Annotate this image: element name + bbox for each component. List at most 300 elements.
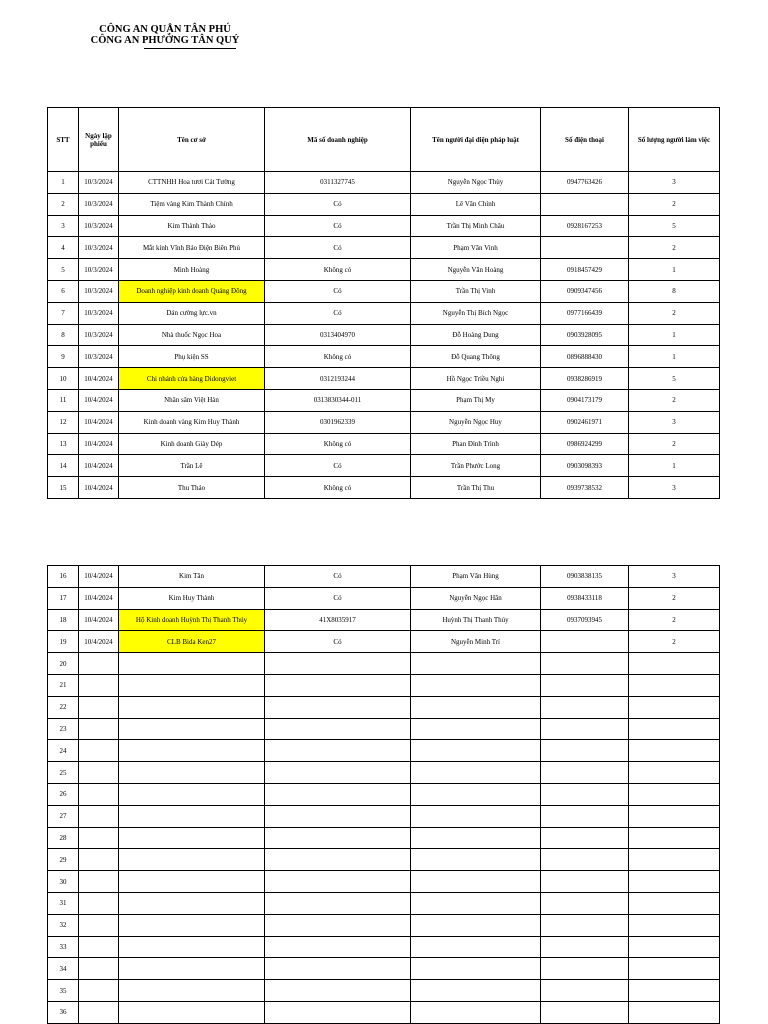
cell-rep [411, 936, 541, 958]
cell-code [265, 827, 411, 849]
cell-date: 10/4/2024 [79, 411, 119, 433]
cell-code: 0312193244 [265, 368, 411, 390]
cell-rep: Trần Thị Thu [411, 477, 541, 499]
cell-code: Có [265, 193, 411, 215]
table-row [48, 433, 720, 455]
cell-code [265, 980, 411, 1002]
table-row [48, 696, 720, 718]
cell-date [79, 653, 119, 675]
cell-code [265, 849, 411, 871]
table-row [48, 674, 720, 696]
cell-stt: 4 [48, 237, 79, 259]
cell-code: Có [265, 302, 411, 324]
cell-name [119, 805, 265, 827]
cell-phone [541, 849, 629, 871]
table-row [48, 259, 720, 281]
cell-name: Kinh doanh vàng Kim Huy Thành [119, 411, 265, 433]
table-body-page-2 [48, 566, 720, 1024]
cell-date [79, 762, 119, 784]
cell-date [79, 805, 119, 827]
cell-workers: 1 [629, 259, 720, 281]
cell-stt: 18 [48, 609, 79, 631]
cell-code: Có [265, 631, 411, 653]
cell-rep: Phan Đình Trình [411, 433, 541, 455]
cell-stt: 15 [48, 477, 79, 499]
cell-phone [541, 958, 629, 980]
cell-stt: 24 [48, 740, 79, 762]
cell-rep [411, 958, 541, 980]
cell-rep: Nguyễn Ngọc Huy [411, 411, 541, 433]
cell-name: Kinh doanh Giày Dép [119, 433, 265, 455]
cell-rep: Huỳnh Thị Thanh Thúy [411, 609, 541, 631]
cell-workers: 2 [629, 237, 720, 259]
cell-name [119, 849, 265, 871]
cell-rep: Nguyễn Ngọc Thùy [411, 172, 541, 194]
cell-code [265, 674, 411, 696]
cell-rep: Phạm Văn Hùng [411, 566, 541, 588]
cell-rep [411, 805, 541, 827]
cell-workers [629, 827, 720, 849]
table-row [48, 237, 720, 259]
cell-phone [541, 674, 629, 696]
table-row [48, 892, 720, 914]
cell-name: Nhà thuốc Ngọc Hoa [119, 324, 265, 346]
cell-stt: 23 [48, 718, 79, 740]
cell-workers: 2 [629, 389, 720, 411]
cell-phone [541, 696, 629, 718]
cell-stt: 33 [48, 936, 79, 958]
cell-stt: 10 [48, 368, 79, 390]
cell-code: Có [265, 587, 411, 609]
cell-workers [629, 653, 720, 675]
table-row [48, 1001, 720, 1023]
cell-rep [411, 653, 541, 675]
cell-phone [541, 1001, 629, 1023]
cell-name: Kim Tân [119, 566, 265, 588]
cell-code: Không có [265, 433, 411, 455]
cell-date [79, 849, 119, 871]
cell-rep: Nguyễn Minh Trí [411, 631, 541, 653]
cell-stt: 32 [48, 914, 79, 936]
cell-date: 10/3/2024 [79, 259, 119, 281]
cell-name: Kim Thành Thảo [119, 215, 265, 237]
table-row [48, 631, 720, 653]
col-header-code: Mã số doanh nghiệp [265, 108, 411, 172]
cell-workers: 8 [629, 280, 720, 302]
cell-code: 0301962339 [265, 411, 411, 433]
cell-code [265, 805, 411, 827]
cell-code: 0311327745 [265, 172, 411, 194]
cell-name [119, 936, 265, 958]
cell-phone: 0937093945 [541, 609, 629, 631]
cell-date: 10/3/2024 [79, 215, 119, 237]
cell-stt: 9 [48, 346, 79, 368]
cell-code [265, 653, 411, 675]
cell-stt: 36 [48, 1001, 79, 1023]
cell-rep [411, 980, 541, 1002]
cell-phone [541, 762, 629, 784]
cell-stt: 20 [48, 653, 79, 675]
cell-name: Chi nhánh cửa hàng Didongviet [119, 368, 265, 390]
cell-name: Tiệm vàng Kim Thành Chính [119, 193, 265, 215]
cell-stt: 1 [48, 172, 79, 194]
cell-name [119, 980, 265, 1002]
cell-date [79, 936, 119, 958]
cell-workers: 2 [629, 433, 720, 455]
cell-workers: 2 [629, 587, 720, 609]
cell-date [79, 696, 119, 718]
cell-stt: 19 [48, 631, 79, 653]
cell-rep: Nguyễn Ngọc Hân [411, 587, 541, 609]
cell-rep: Trần Thị Minh Châu [411, 215, 541, 237]
cell-rep [411, 849, 541, 871]
cell-workers [629, 740, 720, 762]
cell-stt: 12 [48, 411, 79, 433]
cell-phone: 0938286919 [541, 368, 629, 390]
cell-code: Có [265, 237, 411, 259]
col-header-phone: Số điện thoại [541, 108, 629, 172]
cell-name: Minh Hoàng [119, 259, 265, 281]
cell-code [265, 718, 411, 740]
cell-name [119, 827, 265, 849]
cell-phone [541, 805, 629, 827]
cell-rep: Hồ Ngọc Triều Nghi [411, 368, 541, 390]
cell-rep [411, 1001, 541, 1023]
cell-code [265, 914, 411, 936]
table-row [48, 980, 720, 1002]
cell-name [119, 740, 265, 762]
header-line-ward: CÔNG AN PHƯỜNG TÂN QUÝ [90, 35, 240, 46]
cell-date [79, 958, 119, 980]
cell-date [79, 740, 119, 762]
cell-stt: 7 [48, 302, 79, 324]
cell-name: CLB Bida Ken27 [119, 631, 265, 653]
cell-code: Không có [265, 477, 411, 499]
cell-name [119, 783, 265, 805]
cell-workers [629, 762, 720, 784]
cell-stt: 30 [48, 871, 79, 893]
cell-rep: Phạm Thị My [411, 389, 541, 411]
cell-phone: 0896888430 [541, 346, 629, 368]
cell-code: 0313404970 [265, 324, 411, 346]
cell-workers [629, 980, 720, 1002]
cell-workers [629, 871, 720, 893]
table-row [48, 871, 720, 893]
cell-stt: 17 [48, 587, 79, 609]
cell-code: Không có [265, 259, 411, 281]
cell-name: Doanh nghiệp kinh doanh Quảng Đông [119, 280, 265, 302]
cell-workers: 2 [629, 193, 720, 215]
cell-phone [541, 653, 629, 675]
cell-name: Dán cường lực.vn [119, 302, 265, 324]
cell-stt: 8 [48, 324, 79, 346]
cell-code: 0313830344-011 [265, 389, 411, 411]
cell-phone: 0986924299 [541, 433, 629, 455]
col-header-name: Tên cơ sở [119, 108, 265, 172]
table-row [48, 849, 720, 871]
cell-name [119, 653, 265, 675]
cell-workers [629, 892, 720, 914]
cell-date: 10/4/2024 [79, 609, 119, 631]
col-header-workers: Số lượng người làm việc [629, 108, 720, 172]
cell-name [119, 958, 265, 980]
col-header-rep: Tên người đại diện pháp luật [411, 108, 541, 172]
cell-date [79, 674, 119, 696]
cell-date [79, 827, 119, 849]
cell-phone [541, 892, 629, 914]
cell-stt: 26 [48, 783, 79, 805]
cell-name: Mắt kính Vĩnh Bảo Điện Biên Phủ [119, 237, 265, 259]
cell-workers [629, 783, 720, 805]
table-row [48, 566, 720, 588]
cell-stt: 31 [48, 892, 79, 914]
cell-rep [411, 914, 541, 936]
cell-workers [629, 1001, 720, 1023]
table-row [48, 193, 720, 215]
cell-stt: 27 [48, 805, 79, 827]
cell-code [265, 871, 411, 893]
header-underline [144, 48, 236, 49]
table-row [48, 455, 720, 477]
cell-workers [629, 805, 720, 827]
cell-name [119, 871, 265, 893]
cell-phone: 0902461971 [541, 411, 629, 433]
table-row [48, 368, 720, 390]
table-row [48, 740, 720, 762]
cell-name [119, 696, 265, 718]
table-row [48, 762, 720, 784]
cell-rep: Phạm Văn Vinh [411, 237, 541, 259]
table-row [48, 936, 720, 958]
cell-name: Trần Lê [119, 455, 265, 477]
cell-name: CTTNHH Hoa tươi Cát Tường [119, 172, 265, 194]
cell-date: 10/3/2024 [79, 302, 119, 324]
table-header-row [48, 108, 720, 172]
table-row [48, 346, 720, 368]
cell-rep: Nguyễn Văn Hoàng [411, 259, 541, 281]
cell-rep: Nguyễn Thị Bích Ngọc [411, 302, 541, 324]
cell-code: 41X8035917 [265, 609, 411, 631]
cell-phone [541, 936, 629, 958]
cell-date: 10/4/2024 [79, 368, 119, 390]
cell-name: Hộ Kinh doanh Huỳnh Thị Thanh Thúy [119, 609, 265, 631]
cell-date: 10/4/2024 [79, 477, 119, 499]
cell-code: Không có [265, 346, 411, 368]
cell-rep [411, 783, 541, 805]
header-line-district: CÔNG AN QUẬN TÂN PHÚ [99, 24, 231, 35]
cell-phone: 0947763426 [541, 172, 629, 194]
cell-phone [541, 718, 629, 740]
document-header [70, 24, 260, 49]
cell-name [119, 762, 265, 784]
cell-date: 10/4/2024 [79, 389, 119, 411]
cell-phone: 0903838135 [541, 566, 629, 588]
cell-workers [629, 674, 720, 696]
table-row [48, 280, 720, 302]
cell-workers [629, 696, 720, 718]
cell-date: 10/4/2024 [79, 455, 119, 477]
cell-stt: 25 [48, 762, 79, 784]
cell-stt: 28 [48, 827, 79, 849]
cell-code [265, 783, 411, 805]
cell-stt: 29 [48, 849, 79, 871]
cell-code [265, 1001, 411, 1023]
cell-stt: 2 [48, 193, 79, 215]
cell-stt: 14 [48, 455, 79, 477]
business-table-page-2 [47, 565, 720, 1024]
cell-workers: 3 [629, 172, 720, 194]
cell-name [119, 914, 265, 936]
cell-date: 10/3/2024 [79, 237, 119, 259]
cell-phone [541, 871, 629, 893]
cell-date [79, 1001, 119, 1023]
cell-rep: Lê Văn Chính [411, 193, 541, 215]
cell-phone: 0903098393 [541, 455, 629, 477]
cell-rep [411, 827, 541, 849]
cell-name: Phụ kiện SS [119, 346, 265, 368]
cell-workers: 2 [629, 609, 720, 631]
cell-date: 10/4/2024 [79, 433, 119, 455]
table-row [48, 827, 720, 849]
cell-workers [629, 958, 720, 980]
cell-stt: 3 [48, 215, 79, 237]
cell-code [265, 696, 411, 718]
cell-code: Có [265, 455, 411, 477]
cell-date: 10/3/2024 [79, 280, 119, 302]
cell-workers: 1 [629, 455, 720, 477]
cell-rep [411, 696, 541, 718]
cell-code [265, 740, 411, 762]
table-row [48, 914, 720, 936]
cell-name [119, 892, 265, 914]
cell-date: 10/3/2024 [79, 346, 119, 368]
cell-phone [541, 783, 629, 805]
cell-stt: 34 [48, 958, 79, 980]
cell-name [119, 674, 265, 696]
cell-date: 10/4/2024 [79, 566, 119, 588]
cell-date: 10/3/2024 [79, 193, 119, 215]
table-row [48, 411, 720, 433]
cell-stt: 16 [48, 566, 79, 588]
cell-name: Thu Thảo [119, 477, 265, 499]
cell-code [265, 892, 411, 914]
cell-workers: 5 [629, 368, 720, 390]
cell-stt: 13 [48, 433, 79, 455]
cell-phone: 0938433118 [541, 587, 629, 609]
table-row [48, 215, 720, 237]
cell-rep: Đỗ Quang Thông [411, 346, 541, 368]
cell-date: 10/3/2024 [79, 324, 119, 346]
table-row [48, 958, 720, 980]
cell-phone: 0909347456 [541, 280, 629, 302]
table-row [48, 653, 720, 675]
cell-phone [541, 740, 629, 762]
cell-stt: 21 [48, 674, 79, 696]
table-body-page-1 [48, 172, 720, 499]
table-row [48, 172, 720, 194]
table-row [48, 389, 720, 411]
table-row [48, 783, 720, 805]
cell-phone: 0939738532 [541, 477, 629, 499]
table-row [48, 324, 720, 346]
table-row [48, 805, 720, 827]
cell-date: 10/3/2024 [79, 172, 119, 194]
cell-phone: 0977166439 [541, 302, 629, 324]
cell-rep [411, 892, 541, 914]
cell-phone [541, 193, 629, 215]
cell-workers [629, 914, 720, 936]
cell-date [79, 871, 119, 893]
cell-rep [411, 718, 541, 740]
cell-date: 10/4/2024 [79, 587, 119, 609]
cell-workers [629, 718, 720, 740]
cell-code [265, 762, 411, 784]
cell-date: 10/4/2024 [79, 631, 119, 653]
cell-workers: 2 [629, 631, 720, 653]
cell-stt: 22 [48, 696, 79, 718]
cell-date [79, 914, 119, 936]
cell-workers: 1 [629, 346, 720, 368]
cell-date [79, 783, 119, 805]
cell-phone [541, 914, 629, 936]
cell-phone: 0904173179 [541, 389, 629, 411]
cell-workers: 5 [629, 215, 720, 237]
cell-workers: 3 [629, 477, 720, 499]
cell-date [79, 718, 119, 740]
cell-phone: 0903928095 [541, 324, 629, 346]
cell-phone [541, 827, 629, 849]
col-header-stt: STT [48, 108, 79, 172]
cell-code [265, 936, 411, 958]
cell-rep [411, 871, 541, 893]
cell-code [265, 958, 411, 980]
cell-rep: Đỗ Hoàng Dung [411, 324, 541, 346]
cell-name [119, 718, 265, 740]
cell-rep [411, 762, 541, 784]
cell-code: Có [265, 566, 411, 588]
table-row [48, 587, 720, 609]
cell-name: Kim Huy Thành [119, 587, 265, 609]
cell-phone [541, 980, 629, 1002]
business-table-page-1 [47, 107, 720, 499]
col-header-date: Ngày lập phiếu [79, 108, 119, 172]
table-row [48, 477, 720, 499]
cell-code: Có [265, 280, 411, 302]
cell-workers: 3 [629, 566, 720, 588]
table-row [48, 718, 720, 740]
cell-name [119, 1001, 265, 1023]
table-row [48, 302, 720, 324]
cell-name: Nhân sâm Việt Hàn [119, 389, 265, 411]
cell-stt: 6 [48, 280, 79, 302]
cell-phone: 0918457429 [541, 259, 629, 281]
cell-phone [541, 237, 629, 259]
cell-date [79, 980, 119, 1002]
cell-date [79, 892, 119, 914]
cell-rep: Trần Thị Vinh [411, 280, 541, 302]
cell-phone: 0928167253 [541, 215, 629, 237]
cell-stt: 11 [48, 389, 79, 411]
cell-phone [541, 631, 629, 653]
cell-workers: 2 [629, 302, 720, 324]
cell-code: Có [265, 215, 411, 237]
cell-workers: 3 [629, 411, 720, 433]
cell-workers: 1 [629, 324, 720, 346]
table-row [48, 609, 720, 631]
cell-rep: Trần Phước Long [411, 455, 541, 477]
cell-rep [411, 674, 541, 696]
cell-workers [629, 936, 720, 958]
